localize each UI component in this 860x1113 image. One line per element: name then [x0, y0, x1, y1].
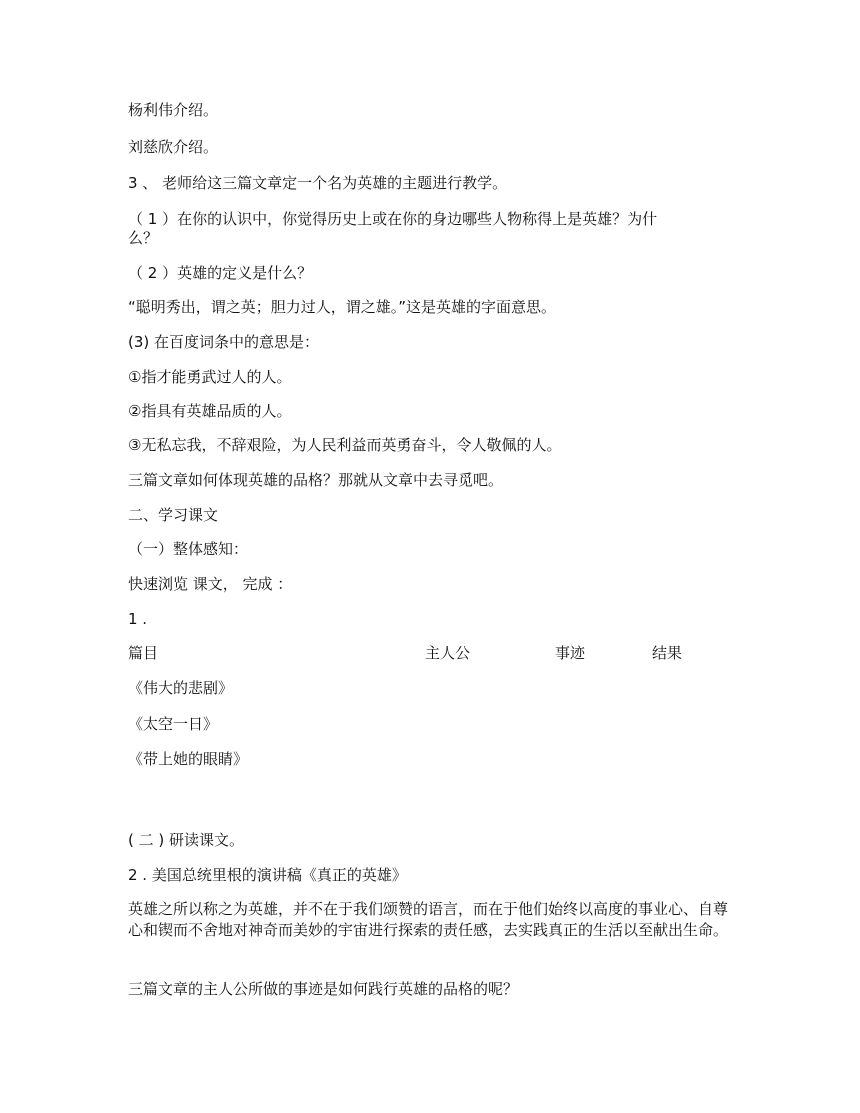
- table-row-title: 《太空一日》: [128, 715, 219, 733]
- definition-item-1: ①指才能勇武过人的人。: [128, 368, 292, 386]
- intro-yang-liwei: 杨利伟介绍。: [128, 101, 219, 119]
- hero-literal-meaning: “聪明秀出，谓之英；胆力过人，谓之雄。”这是英雄的字面意思。: [128, 298, 557, 316]
- question-1-continued: 么？: [128, 229, 159, 247]
- intro-liu-cixin: 刘慈欣介绍。: [128, 138, 219, 156]
- definition-item-2: ②指具有英雄品质的人。: [128, 402, 292, 420]
- table-row-title: 《伟大的悲剧》: [128, 679, 234, 697]
- transition-sentence: 三篇文章如何体现英雄的品格？那就从文章中去寻觅吧。: [128, 471, 504, 489]
- table-header-result: 结果: [652, 644, 683, 662]
- browse-instruction: 快速浏览 课文， 完成 ：: [128, 575, 293, 593]
- hero-quote-paragraph: 英雄之所以称之为英雄，并不在于我们颂赞的语言，而在于他们始终以高度的事业心、自尊心和锲而不舍地对神奇而美妙的宇宙进行探索的责任感，去实践真正的生活以至献出生命。: [128, 900, 729, 939]
- table-header-title: 篇目: [128, 644, 159, 662]
- question-2: （ 2 ）英雄的定义是什么？: [128, 264, 313, 282]
- table-header-protagonist: 主人公: [425, 644, 471, 662]
- question-1: （ 1 ）在你的认识中，你觉得历史上或在你的身边哪些人物称得上是英雄？为什: [128, 210, 658, 228]
- table-row-title: 《带上她的眼睛》: [128, 750, 249, 768]
- close-reading-heading: ( 二 ) 研读课文。: [128, 831, 245, 849]
- item-2-reagan-speech: 2 . 美国总统里根的演讲稿《真正的英雄》: [128, 866, 407, 884]
- table-header-deeds: 事迹: [555, 644, 586, 662]
- definition-item-3: ③无私忘我，不辞艰险，为人民利益而英勇奋斗，令人敬佩的人。: [128, 436, 562, 454]
- item-1-number: 1 .: [128, 610, 148, 628]
- baidu-definition-heading: (3) 在百度词条中的意思是：: [128, 333, 320, 351]
- closing-question: 三篇文章的主人公所做的事迹是如何践行英雄的品格的呢？: [128, 980, 519, 998]
- step-3-heading: 3 、 老师给这三篇文章定一个名为英雄的主题进行教学。: [128, 174, 508, 192]
- section-2-heading: 二、学习课文: [128, 506, 219, 524]
- overall-perception-heading: （一）整体感知：: [128, 540, 249, 558]
